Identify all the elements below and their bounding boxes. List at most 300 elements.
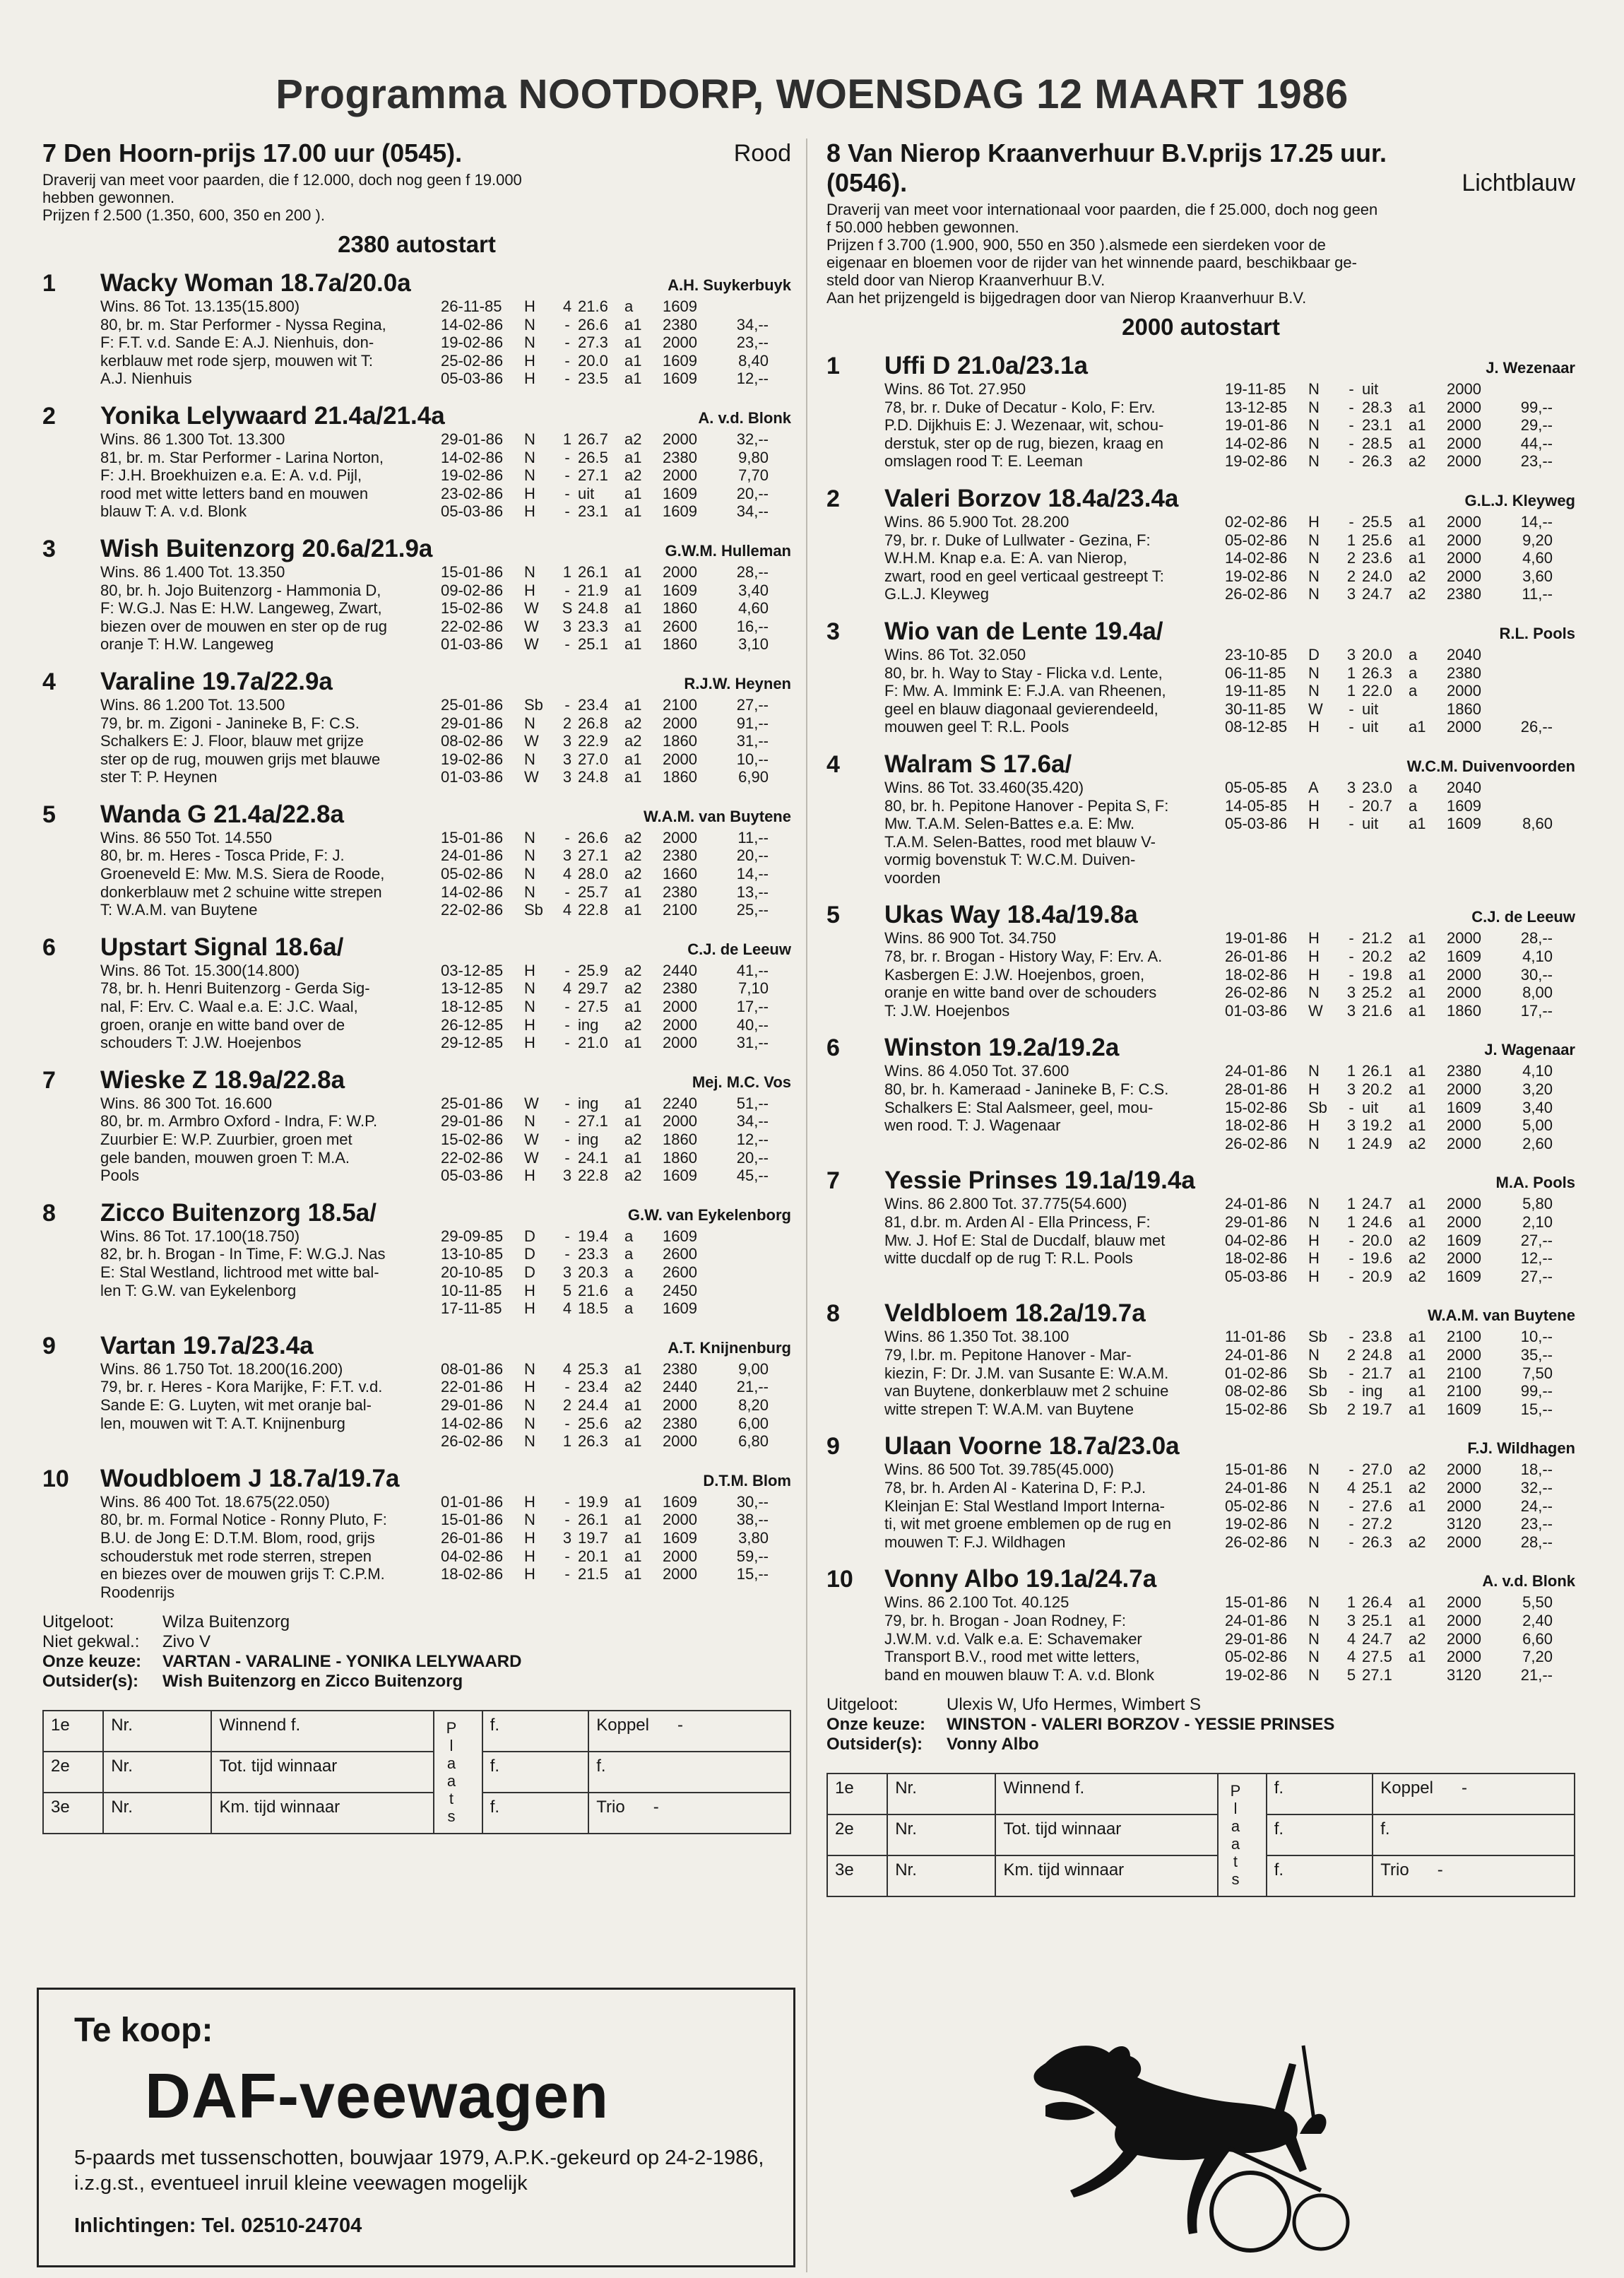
ad-title: Te koop: — [74, 2012, 213, 2049]
info-line: 78, br. r. Brogan - History Way, F: Erv. A. — [884, 948, 1163, 966]
horse-info — [884, 513, 1225, 603]
finish-position: - — [564, 1227, 570, 1245]
start-type: a2 — [624, 1378, 642, 1396]
cell-label: f. — [1380, 1819, 1390, 1839]
performance-row — [441, 979, 791, 998]
distance: 2000 — [1447, 416, 1481, 435]
start-number: 2 — [826, 485, 840, 512]
performance-row — [441, 962, 791, 980]
start-type: a2 — [1409, 1629, 1426, 1648]
distance: 1609 — [663, 484, 697, 502]
info-line: oranje T: H.W. Langeweg — [100, 635, 274, 654]
track: N — [1308, 416, 1320, 435]
race-date: 29-01-86 — [441, 1112, 504, 1131]
odds: 7,50 — [1522, 1364, 1553, 1382]
result-cell — [1218, 1774, 1266, 1896]
result-cell — [887, 1814, 995, 1855]
race-date: 19-11-85 — [1225, 682, 1286, 700]
track: H — [1308, 1080, 1320, 1099]
km-time: 20.9 — [1362, 1267, 1392, 1285]
performance-row — [441, 1360, 791, 1379]
withdrawn-value: Ulexis W, Ufo Hermes, Wimbert S — [947, 1695, 1202, 1715]
performance-row — [1225, 380, 1575, 399]
distance: 1609 — [1447, 1400, 1481, 1418]
cell-label: f. — [596, 1757, 606, 1776]
finish-position: - — [564, 1094, 570, 1112]
info-line: Kleinjan E: Stal Westland Import Interna- — [884, 1497, 1166, 1515]
track: N — [524, 1432, 535, 1451]
finish-position: - — [1349, 1497, 1354, 1515]
info-line: 80, br. h. Kameraad - Janineke B, F: C.S. — [884, 1080, 1169, 1099]
our-choice-label: Onze keuze: — [826, 1715, 926, 1735]
performance-row — [1225, 718, 1575, 736]
info-line: Wins. 86 300 Tot. 16.600 — [100, 1094, 272, 1112]
performance-row — [441, 883, 791, 902]
km-time: 26.3 — [578, 1432, 608, 1451]
odds: 3,60 — [1522, 567, 1553, 585]
race-date: 26-02-86 — [441, 1432, 504, 1451]
distance: 2000 — [1447, 1648, 1481, 1666]
km-time: 20.0 — [1362, 645, 1392, 663]
km-time: 24.7 — [1362, 1195, 1392, 1213]
odds: 27,-- — [1520, 1267, 1553, 1285]
result-row — [43, 1793, 790, 1834]
track: Sb — [1308, 1382, 1327, 1400]
finish-position: - — [564, 502, 570, 521]
km-time: 22.0 — [1362, 682, 1392, 700]
horse-info — [100, 696, 441, 786]
horse-entry — [826, 482, 1575, 603]
start-type: a1 — [1409, 1593, 1426, 1612]
result-cell — [887, 1855, 995, 1896]
horse-info — [100, 1360, 441, 1451]
entry-body — [42, 563, 791, 654]
race-date: 14-02-86 — [441, 315, 504, 334]
track: N — [1308, 434, 1320, 452]
track: H — [1308, 718, 1320, 736]
start-type: a1 — [624, 768, 642, 786]
race-start-type: 2000 autostart — [1122, 314, 1280, 340]
track: D — [524, 1227, 535, 1245]
race-heading — [42, 138, 791, 168]
race-date: 01-03-86 — [441, 768, 504, 786]
race-date: 29-09-85 — [441, 1227, 504, 1245]
start-type: a1 — [1409, 1611, 1426, 1629]
performance-row — [441, 846, 791, 865]
cell-label: Koppel — [1380, 1778, 1433, 1798]
performance-row — [441, 1112, 791, 1131]
distance: 2000 — [663, 1432, 697, 1451]
odds: 14,-- — [736, 865, 769, 883]
info-line: T.A.M. Selen-Battes, rood met blauw V- — [884, 832, 1156, 851]
start-number: 6 — [826, 1034, 840, 1062]
odds: 11,-- — [737, 828, 769, 846]
odds — [719, 297, 769, 316]
info-line: Wins. 86 Tot. 27.950 — [884, 380, 1026, 398]
horse-name: Wanda G 21.4a/22.8a — [100, 800, 344, 828]
info-line: ster T: P. Heynen — [100, 768, 218, 786]
past-performances — [1225, 1593, 1575, 1684]
info-line: 80, br. m. Formal Notice - Ronny Pluto, F: — [100, 1511, 387, 1529]
odds: 6,00 — [738, 1414, 769, 1432]
info-line: len T: G.W. van Eykelenborg — [100, 1281, 297, 1299]
odds: 30,-- — [736, 1492, 769, 1511]
track: N — [1308, 1062, 1320, 1080]
info-line: A.J. Nienhuis — [100, 370, 192, 388]
start-type: a1 — [624, 1148, 642, 1167]
info-line: 79, br. r. Duke of Lullwater - Gezina, F: — [884, 531, 1151, 549]
km-time: 21.0 — [578, 1034, 608, 1052]
performance-row — [1225, 1460, 1575, 1479]
horse-name: Wieske Z 18.9a/22.8a — [100, 1066, 345, 1094]
km-time: uit — [1362, 700, 1379, 718]
info-line: geel en blauw diagonaal gevierendeeld, — [884, 700, 1158, 718]
km-time: 19.6 — [1362, 1249, 1392, 1268]
horse-entry — [826, 1031, 1575, 1152]
odds — [1503, 779, 1553, 797]
track: H — [524, 370, 535, 388]
cell-label: Nr. — [895, 1778, 917, 1798]
race-date: 02-02-86 — [1225, 512, 1288, 531]
horse-info — [100, 430, 441, 521]
race-date: 26-01-86 — [1225, 948, 1288, 966]
info-line: Wins. 86 Tot. 17.100(18.750) — [100, 1227, 300, 1245]
start-type: a — [1409, 796, 1418, 815]
performance-row — [441, 696, 791, 714]
race-date: 09-02-86 — [441, 581, 504, 599]
start-type — [1409, 1515, 1447, 1533]
distance: 2100 — [1447, 1364, 1481, 1382]
withdrawn-line — [42, 1612, 791, 1632]
race-date: 29-01-86 — [441, 714, 504, 732]
performance-row — [1225, 1002, 1575, 1020]
start-type: a — [624, 1263, 634, 1281]
horse-name: Vartan 19.7a/23.4a — [100, 1331, 314, 1359]
finish-position: 2 — [1346, 567, 1356, 585]
odds: 4,10 — [1522, 1062, 1553, 1080]
performance-row — [441, 768, 791, 786]
finish-position: 1 — [1346, 663, 1356, 682]
race-date: 19-02-86 — [1225, 1665, 1288, 1684]
entry-body — [42, 1094, 791, 1185]
entry-title-row — [826, 1164, 1575, 1195]
race-date: 23-10-85 — [1225, 645, 1288, 663]
info-line: van Buytene, donkerblauw met 2 schuine — [884, 1382, 1169, 1400]
finish-position: - — [564, 695, 570, 714]
odds: 32,-- — [736, 430, 769, 448]
km-time: 20.0 — [578, 351, 608, 370]
horse-entry — [42, 798, 791, 919]
performance-row — [441, 1227, 791, 1246]
distance: 1860 — [663, 768, 697, 786]
plaats-label: Plaats — [1226, 1782, 1245, 1889]
finish-position: - — [1349, 512, 1354, 531]
finish-position: 1 — [1346, 1593, 1356, 1612]
odds — [719, 1282, 769, 1300]
result-cell — [482, 1793, 589, 1834]
start-type: a1 — [624, 695, 642, 714]
info-line: wen rood. T: J. Wagenaar — [884, 1116, 1061, 1135]
km-time: 19.8 — [1362, 965, 1392, 984]
race-date: 14-02-86 — [1225, 434, 1288, 452]
entry-title-row — [826, 1562, 1575, 1593]
result-cell — [588, 1793, 790, 1834]
start-type: a1 — [624, 883, 642, 901]
cell-label: 3e — [835, 1860, 854, 1880]
info-line: mouwen T: F.J. Wildhagen — [884, 1533, 1066, 1551]
our-choice-line — [826, 1715, 1575, 1735]
info-line: Wins. 86 1.400 Tot. 13.350 — [100, 562, 285, 581]
past-performances — [441, 1360, 791, 1451]
km-time: 27.1 — [578, 466, 608, 485]
start-type: a1 — [1409, 1364, 1426, 1382]
km-time: 23.1 — [1362, 416, 1392, 435]
track: Sb — [1308, 1400, 1327, 1418]
result-cell — [434, 1711, 482, 1834]
performance-row — [441, 1299, 791, 1318]
finish-position: 4 — [1346, 1629, 1356, 1648]
odds: 34,-- — [736, 502, 769, 521]
odds: 12,-- — [1520, 1249, 1553, 1268]
info-line: Transport B.V., rood met witte letters, — [884, 1648, 1140, 1666]
km-time: 25.1 — [578, 635, 608, 654]
result-cell — [1267, 1814, 1373, 1855]
info-line: Wins. 86 1.300 Tot. 13.300 — [100, 430, 285, 448]
performance-row — [441, 297, 791, 316]
performance-row — [441, 1565, 791, 1583]
performance-row — [1225, 1533, 1575, 1552]
horse-info — [884, 1593, 1225, 1684]
info-line: rood met witte letters band en mouwen — [100, 484, 369, 502]
past-performances — [441, 1227, 791, 1318]
performance-row — [441, 1529, 791, 1547]
odds — [719, 1227, 769, 1246]
entry-body — [826, 1328, 1575, 1418]
start-type: a1 — [624, 502, 642, 521]
info-line: Mw. J. Hof E: Stal de Ducdalf, blauw met — [884, 1231, 1166, 1249]
odds: 9,20 — [1522, 531, 1553, 549]
info-line: 80, br. m. Armbro Oxford - Indra, F: W.P. — [100, 1112, 378, 1131]
start-type: a1 — [624, 448, 642, 466]
distance: 2000 — [1447, 1593, 1481, 1612]
distance: 2000 — [663, 714, 697, 732]
race-date: 25-01-86 — [441, 1094, 504, 1112]
info-line: Wins. 86 Tot. 13.135(15.800) — [100, 297, 300, 315]
track: H — [524, 1547, 535, 1565]
km-time: 19.2 — [1362, 1116, 1392, 1135]
performance-row — [1225, 984, 1575, 1002]
race-date: 05-02-86 — [441, 865, 504, 883]
track: W — [524, 1131, 539, 1148]
race-date: 05-02-86 — [1225, 1497, 1288, 1515]
finish-position: 1 — [1346, 682, 1356, 700]
result-row — [43, 1752, 790, 1793]
finish-position: - — [1349, 1249, 1354, 1268]
start-number: 9 — [826, 1433, 840, 1460]
distance: 2000 — [1447, 1629, 1481, 1648]
track: N — [1308, 682, 1320, 700]
start-type: a1 — [1409, 512, 1426, 531]
cell-label: Km. tijd winnaar — [219, 1798, 340, 1817]
past-performances — [1225, 929, 1575, 1020]
odds: 14,-- — [1520, 512, 1553, 531]
result-cell — [482, 1752, 589, 1793]
past-performances — [441, 962, 791, 1052]
start-type: a1 — [624, 1094, 642, 1112]
distance: 1860 — [663, 599, 697, 618]
performance-row — [1225, 1593, 1575, 1612]
start-number: 4 — [826, 750, 840, 778]
distance: 1609 — [1447, 796, 1481, 815]
race-date: 17-11-85 — [441, 1299, 502, 1318]
race-date: 04-02-86 — [1225, 1231, 1288, 1249]
performance-row — [441, 430, 791, 449]
km-time: uit — [578, 484, 595, 502]
info-line: 78, br. h. Arden Al - Katerina D, F: P.J. — [884, 1478, 1146, 1497]
finish-position: - — [564, 1245, 570, 1263]
performance-row — [441, 1415, 791, 1433]
performance-row — [1225, 797, 1575, 815]
finish-position: 1 — [1346, 531, 1356, 549]
horse-entry — [42, 532, 791, 654]
trainer-name: A. v.d. Blonk — [698, 408, 791, 427]
horse-entry — [826, 748, 1575, 887]
odds: 35,-- — [1520, 1345, 1553, 1364]
info-line: 81, d.br. m. Arden Al - Ella Princess, F: — [884, 1213, 1151, 1231]
start-number: 1 — [42, 270, 56, 297]
performance-row — [441, 1094, 791, 1113]
odds: 24,-- — [1520, 1497, 1553, 1515]
performance-row — [1225, 1080, 1575, 1099]
km-time: 21.6 — [578, 297, 608, 315]
race-date: 30-11-85 — [1225, 700, 1286, 718]
start-type: a1 — [624, 635, 642, 654]
entry-title-row — [826, 1031, 1575, 1062]
distance: 3120 — [1447, 1515, 1481, 1533]
race-date: 01-03-86 — [441, 635, 504, 654]
start-type: a1 — [624, 617, 642, 635]
result-cell — [1373, 1814, 1575, 1855]
performance-row — [441, 449, 791, 467]
info-line: 81, br. m. Star Performer - Larina Norton, — [100, 448, 384, 466]
km-time: 27.1 — [578, 846, 608, 865]
km-time: ing — [578, 1015, 599, 1034]
km-time: 27.5 — [578, 998, 608, 1016]
odds: 8,20 — [738, 1395, 769, 1414]
result-cell — [588, 1711, 790, 1752]
odds: 20,-- — [736, 1148, 769, 1167]
trainer-name: W.C.M. Duivenvoorden — [1406, 757, 1575, 775]
finish-position: - — [1349, 929, 1354, 948]
info-line: F: F.T. v.d. Sande E: A.J. Nienhuis, don- — [100, 334, 374, 352]
odds: 31,-- — [736, 1034, 769, 1052]
distance: 2100 — [663, 695, 697, 714]
past-performances — [1225, 1195, 1575, 1285]
info-line: witte ducdalf op de rug T: R.L. Pools — [884, 1249, 1133, 1268]
distance: 2040 — [1447, 778, 1481, 796]
finish-position: - — [1349, 796, 1354, 815]
cell-label: f. — [490, 1716, 500, 1735]
km-time: 26.7 — [578, 430, 608, 448]
track: W — [1308, 1001, 1323, 1020]
race-date: 14-02-86 — [441, 1414, 504, 1432]
info-line: groen, oranje en witte band over de — [100, 1015, 345, 1034]
distance: 2000 — [1447, 1213, 1481, 1231]
distance: 2380 — [663, 1414, 697, 1432]
race-start-type: 2380 autostart — [338, 231, 496, 257]
finish-position: 2 — [1346, 1400, 1356, 1418]
start-type: a1 — [624, 1432, 642, 1451]
track: N — [1308, 1497, 1320, 1515]
info-line: 80, br. m. Star Performer - Nyssa Regina, — [100, 315, 386, 334]
result-cell — [995, 1814, 1218, 1855]
result-cell — [211, 1711, 434, 1752]
performance-row — [1225, 966, 1575, 984]
start-type: a1 — [1409, 1080, 1426, 1099]
performance-row — [1225, 1515, 1575, 1533]
km-time: uit — [1362, 718, 1379, 736]
cell-label: Trio — [1380, 1860, 1409, 1880]
info-line: 80, br. h. Pepitone Hanover - Pepita S, F: — [884, 796, 1169, 815]
performance-row — [1225, 1268, 1575, 1286]
distance: 3120 — [1447, 1665, 1481, 1684]
finish-position: - — [564, 370, 570, 388]
finish-position: - — [564, 448, 570, 466]
race-date: 05-03-86 — [1225, 1267, 1288, 1285]
km-time: 21.9 — [578, 581, 608, 599]
race-date: 19-02-86 — [1225, 567, 1288, 585]
distance: 2000 — [1447, 1611, 1481, 1629]
past-performances — [1225, 646, 1575, 736]
result-cell — [588, 1752, 790, 1793]
withdrawn-label: Uitgeloot: — [42, 1612, 114, 1632]
horse-name: Varaline 19.7a/22.9a — [100, 667, 333, 695]
start-type: a — [624, 1245, 634, 1263]
advertisement-box — [37, 1988, 795, 2267]
info-line: Wins. 86 550 Tot. 14.550 — [100, 828, 272, 846]
track: H — [524, 1281, 535, 1299]
finish-position: 4 — [562, 865, 572, 883]
track: H — [1308, 965, 1320, 984]
km-time: 20.2 — [1362, 1080, 1392, 1099]
distance: 2000 — [1447, 1460, 1481, 1479]
cell-label: Winnend f. — [219, 1716, 301, 1735]
distance: 2000 — [1447, 398, 1481, 416]
finish-position: - — [1349, 380, 1354, 398]
odds: 9,00 — [738, 1359, 769, 1378]
odds: 44,-- — [1520, 434, 1553, 452]
info-line: 82, br. h. Brogan - In Time, F: W.G.J. Nas — [100, 1245, 386, 1263]
odds: 3,40 — [738, 581, 769, 599]
odds: 15,-- — [736, 1565, 769, 1583]
cell-label: Km. tijd winnaar — [1003, 1860, 1125, 1880]
distance: 1609 — [663, 1227, 697, 1245]
distance: 1860 — [1447, 1001, 1481, 1020]
start-type: a1 — [624, 1359, 642, 1378]
trainer-name: M.A. Pools — [1495, 1174, 1575, 1192]
start-type: a1 — [1409, 1497, 1426, 1515]
horse-name: Wio van de Lente 19.4a/ — [884, 617, 1163, 645]
start-number: 1 — [826, 353, 840, 379]
odds: 23,-- — [1520, 452, 1553, 471]
info-line: ster op de rug, mouwen grijs met blauwe — [100, 750, 381, 768]
distance: 2000 — [1447, 1195, 1481, 1213]
finish-position: - — [1349, 815, 1354, 833]
info-line: band en mouwen blauw T: A. v.d. Blonk — [884, 1665, 1154, 1684]
race-date: 05-03-86 — [441, 1167, 504, 1185]
km-time: 23.3 — [578, 617, 608, 635]
track: N — [524, 846, 535, 865]
